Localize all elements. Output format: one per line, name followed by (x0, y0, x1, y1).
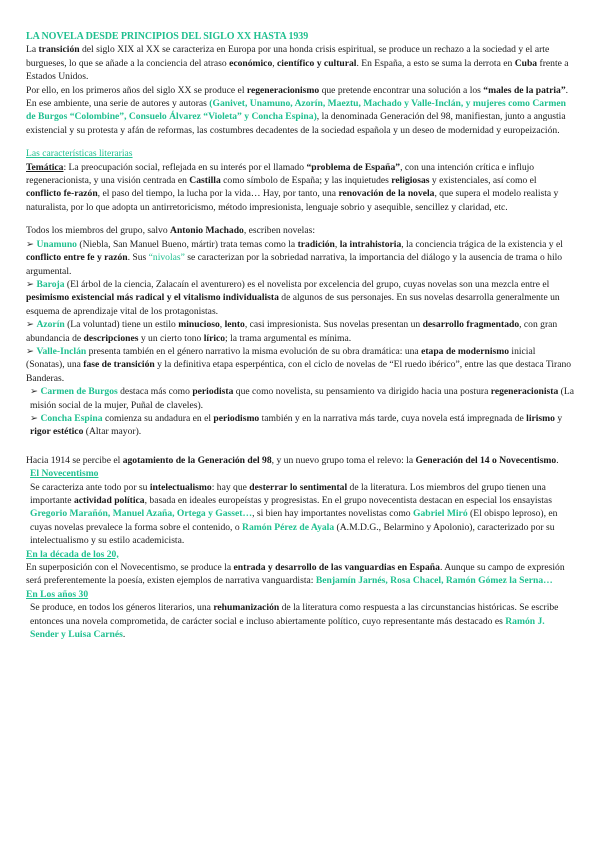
anos-30-paragraph (26, 601, 574, 641)
bold-text: científico y cultural (277, 57, 357, 69)
highlight-authors: Gabriel Miró (413, 508, 468, 520)
text-span: Se produce, en todos los géneros literarios, una (30, 602, 214, 614)
arrow-bullet-icon: ➢ (26, 238, 35, 250)
text-span: , con una intención crítica e influjo regeneracionista, y una visión centrada en (26, 161, 535, 187)
tematica-label: Temática (26, 161, 64, 173)
bold-text: “males de la patria” (483, 84, 566, 96)
text-span: y (554, 412, 563, 424)
text-span: : La preocupación social, reflejada en su interés por el llamado (63, 161, 307, 173)
bold-text: Antonio Machado (170, 225, 244, 237)
text-span: del siglo XIX al XX se caracteriza en Europa por una honda crisis espiritual, se produce un rechazo a la sociedad y el arte burgueses, lo que se añade a la conciencia del atraso (26, 44, 550, 69)
bold-text: conflicto entre fe y razón (26, 252, 128, 264)
text-span: , si bien hay importantes novelistas como (252, 508, 413, 520)
text-span: En superposición con el Novecentismo, se produce la (26, 562, 234, 574)
text-span: La (26, 44, 39, 56)
text-span: (El obispo leproso), en cuyas novelas prevalece la forma sobre el contenido, o (30, 508, 558, 533)
intro-paragraph-2 (26, 84, 574, 138)
text-span: de algunos de sus personajes. En sus novelas desarrolla generalmente un esquema de aprendizaje vital de los protagonistas. (26, 292, 560, 317)
text-span: , y un nuevo grupo toma el relevo: la (271, 454, 416, 466)
text-span: y existenciales, así como el (429, 175, 537, 187)
bold-text: tradición (297, 238, 335, 250)
bold-text: económico (229, 57, 273, 69)
text-span: : hay que (211, 481, 250, 493)
text-span: , escriben novelas: (243, 225, 315, 237)
text-span: (Altar mayor). (83, 426, 142, 438)
text-span: , con gran abundancia de (26, 319, 558, 344)
text-span: , casi impresionista. Sus novelas presentan un (244, 319, 423, 331)
bold-text: conflicto fe-razón (26, 188, 98, 200)
text-span: y un cierto tono (138, 332, 204, 344)
text-span: (A.M.D.G., Belarmino y Apolonio), caracterizado por su intelectualismo y su estilo academicista. (30, 521, 555, 547)
bold-text: descripciones (83, 332, 139, 344)
section-heading-anos-30: En Los años 30 (26, 588, 89, 600)
text-span: , (334, 238, 340, 250)
bold-text: actividad política (73, 495, 145, 506)
bold-text: etapa de modernismo (421, 345, 510, 357)
arrow-bullet-icon: ➢ (30, 386, 39, 398)
arrow-bullet-icon: ➢ (30, 412, 39, 424)
text-span: , la conciencia trágica de la existencia y el (401, 238, 563, 250)
text-span: , que supera el modelo realista y naturalista, por lo que adopta un antirretoricismo, método impresionista, lenguaje sobrio y asequible, sencillez y claridad, etc. (26, 188, 559, 213)
arrow-bullet-icon: ➢ (26, 345, 35, 357)
list-item-valle-inclan (26, 345, 574, 385)
list-item-concha-espina (26, 412, 574, 439)
bold-text: rigor estético (30, 426, 84, 438)
bold-text: religiosas (391, 175, 430, 187)
text-span: , la denominada Generación del 98, manifiestan, junto a angustia existencial y su protesta y afán de reformas, las costumbres decadentes de la sociedad española y un deseo de modernidad y europeización. (26, 111, 566, 136)
section-heading-novecentismo: El Novecentismo (30, 468, 99, 480)
arrow-bullet-icon: ➢ (26, 319, 35, 331)
text-span: , el paso del tiempo, la lucha por la vida… Hay, por tanto, una (97, 188, 339, 200)
bold-text: la intrahistoria (339, 238, 402, 250)
document-title: LA NOVELA DESDE PRINCIPIOS DEL SIGLO XX HASTA 1939 (26, 31, 309, 42)
bold-text: rehumanización (213, 602, 280, 614)
text-span: como símbolo de España; y las inquietudes (220, 175, 392, 187)
text-span: que como novelista, su pensamiento va dirigido hacia una postura (233, 386, 491, 398)
text-span: se caracterizan por la sobriedad narrativa, la importancia del diálogo y la ausencia de trama o hilo argumental. (26, 252, 563, 277)
bold-text: pesimismo existencial más radical y el vitalismo individualista (26, 292, 279, 304)
text-span: también y en la narrativa más tarde, cuya novela está impregnada de (259, 412, 527, 424)
bold-text: Cuba (514, 57, 538, 69)
bold-text: entrada y desarrollo de las vanguardias en España (233, 562, 440, 574)
highlight-authors: Benjamín Jarnés, Rosa Chacel, Ramón Gómez la Serna… (315, 575, 553, 587)
author-name: Azorín (36, 319, 65, 331)
highlight-authors: Ramón J. Sender y Luisa Carnés (30, 615, 545, 641)
relevo-paragraph (26, 454, 574, 467)
text-span: Se caracteriza ante todo por su (30, 481, 150, 493)
bold-text: Generación del 14 o Novecentismo (415, 454, 557, 466)
bold-text: fase de transición (83, 359, 155, 371)
bold-text: minucioso (178, 319, 220, 331)
bold-text: renovación de la novela (338, 188, 435, 200)
bold-text: desterrar lo sentimental (249, 481, 348, 493)
section-heading-caracteristicas: Las características literarias (26, 148, 133, 160)
author-name: Baroja (36, 278, 65, 290)
bold-text: Castilla (189, 175, 221, 187)
text-span: y la definitiva etapa esperpéntica, con el ciclo de novelas de “El ruedo ibérico”, entre las que destaca Tirano Banderas. (26, 359, 572, 384)
bold-text: lento (224, 319, 245, 331)
decada-20-paragraph (26, 561, 574, 588)
author-name: Concha Espina (40, 412, 103, 424)
list-item-baroja (26, 278, 574, 318)
text-span: Todos los miembros del grupo, salvo (26, 225, 171, 237)
highlight-authors: (Ganivet, Unamuno, Azorín, Maeztu, Machado y Valle-Inclán, y mujeres como Carmen de Burgos “Colombine”, Consuelo Álvarez “Violeta” y Concha Espina) (26, 98, 566, 123)
bold-text: “problema de España” (306, 161, 401, 173)
author-name: Valle-Inclán (36, 345, 87, 357)
author-name: Carmen de Burgos (40, 386, 118, 398)
text-span: de la literatura como respuesta a las circunstancias históricas. Se escribe entonces una novela comprometida, de carácter social e incluso abiertamente político, cuyo representante más destacado es (30, 602, 559, 627)
text-span: . (556, 454, 559, 466)
list-item-unamuno (26, 238, 574, 278)
text-span: (El árbol de la ciencia, Zalacaín el aventurero) es el novelista por excelencia del grupo, cuyas novelas son una mezcla entre el (64, 278, 550, 290)
text-span: . (122, 629, 126, 641)
bold-text: agotamiento de la Generación del 98 (122, 454, 272, 466)
text-span: de la literatura. Los miembros del grupo tienen una importante (30, 481, 546, 506)
text-span: Hacia 1914 se percibe el (26, 454, 123, 466)
intro-paragraph-1 (26, 43, 574, 83)
novecentismo-paragraph (26, 481, 574, 548)
section-heading-decada-20: En la década de los 20, (26, 548, 119, 560)
text-span: Por ello, en los primeros años del siglo XX se produce el (26, 84, 247, 96)
text-span: , basada en ideales europeístas y progresistas. En el grupo novecentista destacan en especial los ensayistas (144, 495, 552, 506)
list-item-carmen-de-burgos (26, 385, 574, 412)
bold-text: lirismo (526, 412, 555, 424)
text-span: ; la trama argumental es mínima. (225, 332, 352, 344)
highlight-authors: Gregorio Marañón, Manuel Azaña, Ortega y Gasset… (30, 508, 253, 520)
bold-text: lírico (203, 332, 226, 344)
bold-text: periodismo (213, 412, 260, 424)
highlight-term: “nivolas” (148, 252, 185, 264)
text-span: comienza su andadura en el (102, 412, 214, 424)
text-span: (Niebla, San Manuel Bueno, mártir) trata temas como la (76, 238, 298, 250)
text-span: . Aunque su campo de expresión será preferentemente la poesía, existen ejemplos de narrativa vanguardista: (26, 562, 565, 587)
highlight-authors: Ramón Pérez de Ayala (242, 521, 335, 533)
text-span: destaca más como (117, 386, 193, 398)
miembros-intro (26, 224, 574, 237)
bold-text: intelectualismo (149, 481, 212, 493)
text-span: . En España, a esto se suma la derrota en (356, 57, 515, 69)
list-item-azorin (26, 318, 574, 345)
tematica-paragraph (26, 161, 574, 215)
text-span: inicial (Sonatas), una (26, 345, 536, 371)
bold-text: transición (38, 44, 80, 56)
text-span: . Sus (127, 252, 149, 264)
bold-text: desarrollo fragmentado (422, 319, 520, 331)
text-span: frente a Estados Unidos. (26, 57, 569, 83)
bold-text: periodista (192, 386, 234, 398)
bold-text: regeneracionista (490, 386, 559, 398)
text-span: que pretende encontrar una solución a los (319, 84, 484, 96)
author-name: Unamuno (36, 238, 77, 250)
text-span: , (272, 57, 278, 69)
text-span: (La voluntad) tiene un estilo (64, 319, 179, 331)
arrow-bullet-icon: ➢ (26, 278, 35, 290)
text-span: (La misión social de la mujer, Puñal de claveles). (30, 386, 574, 411)
text-span: , (219, 319, 225, 331)
text-span: presenta también en el género narrativo la misma evolución de su obra dramática: una (86, 345, 422, 357)
bold-text: regeneracionismo (246, 84, 320, 96)
text-span: . En ese ambiente, una serie de autores y autoras (26, 84, 569, 110)
